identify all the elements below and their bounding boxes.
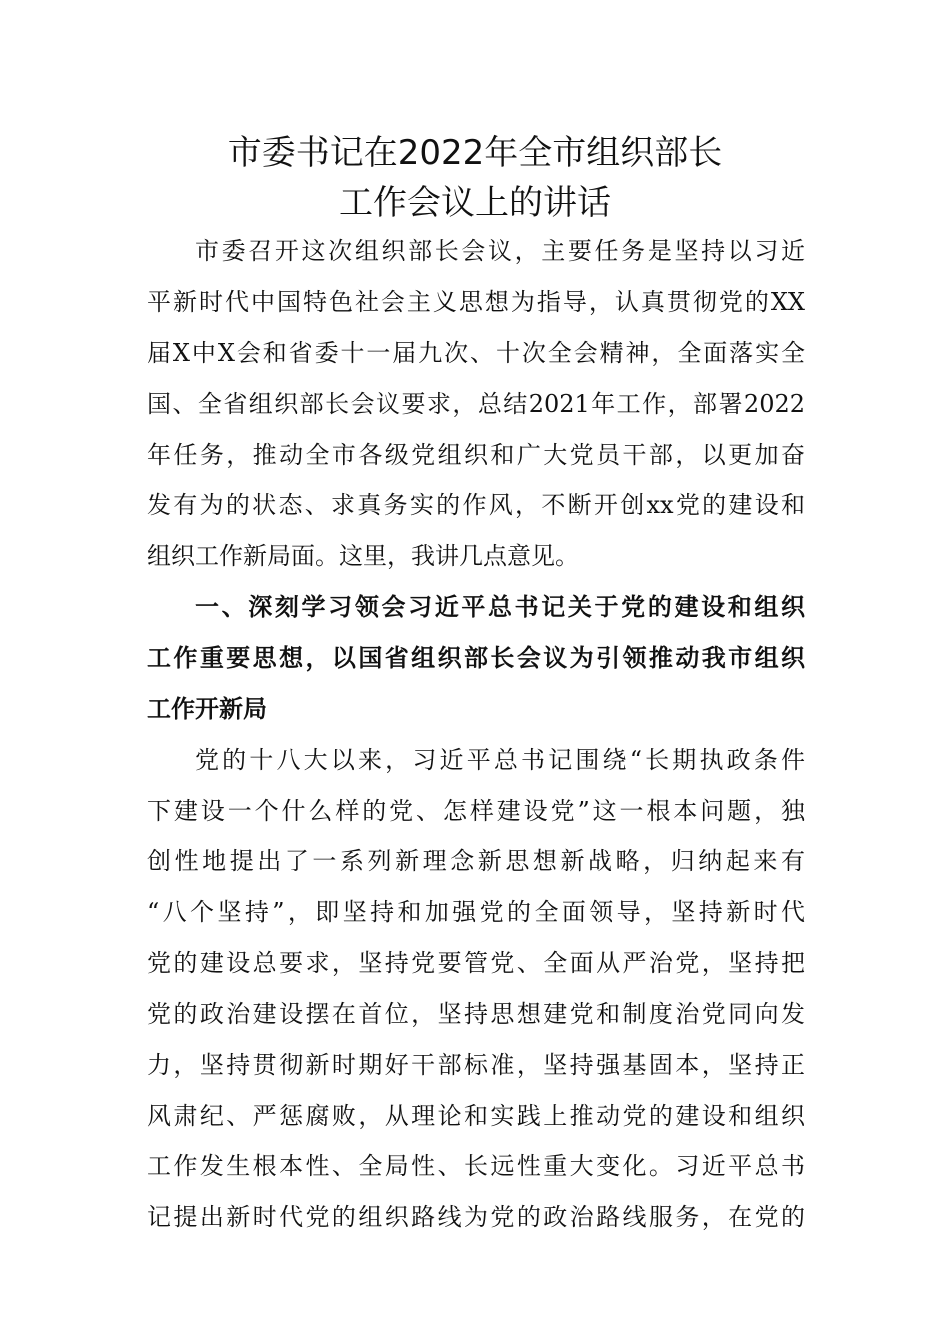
paragraph-1-line: 国、全省组织部长会议要求，总结2021年工作，部署2022 [147, 390, 805, 418]
document-title-line-1: 市委书记在2022年全市组织部长 [227, 133, 723, 173]
paragraph-2-line: 党的政治建设摆在首位，坚持思想建党和制度治党同向发 [147, 1000, 805, 1028]
paragraph-2-line: 力，坚持贯彻新时期好干部标准，坚持强基固本，坚持正 [147, 1051, 805, 1079]
paragraph-2-line: 党的十八大以来，习近平总书记围绕“长期执政条件 [195, 746, 805, 774]
paragraph-2-line: 记提出新时代党的组织路线为党的政治路线服务，在党的 [147, 1203, 805, 1231]
section-heading-line: 一、深刻学习领会习近平总书记关于党的建设和组织 [195, 593, 805, 621]
section-heading-line: 工作开新局 [147, 695, 267, 723]
paragraph-1-line: 平新时代中国特色社会主义思想为指导，认真贯彻党的XX [147, 288, 805, 316]
paragraph-2-line: 风肃纪、严惩腐败，从理论和实践上推动党的建设和组织 [147, 1102, 805, 1130]
paragraph-1-line: 组织工作新局面。这里，我讲几点意见。 [147, 542, 579, 570]
section-heading-line: 工作重要思想，以国省组织部长会议为引领推动我市组织 [147, 644, 805, 672]
paragraph-2-line: 创性地提出了一系列新理念新思想新战略，归纳起来有 [147, 847, 805, 875]
paragraph-2-line: “八个坚持”，即坚持和加强党的全面领导，坚持新时代 [147, 898, 805, 926]
paragraph-1-line: 发有为的状态、求真务实的作风，不断开创xx党的建设和 [147, 491, 805, 519]
paragraph-2-line: 工作发生根本性、全局性、长远性重大变化。习近平总书 [147, 1152, 805, 1180]
document-title-line-2: 工作会议上的讲话 [339, 183, 611, 223]
paragraph-1-line: 届X中X会和省委十一届九次、十次全会精神，全面落实全 [147, 339, 805, 367]
paragraph-2-line: 下建设一个什么样的党、怎样建设党”这一根本问题，独 [147, 797, 805, 825]
paragraph-1-line: 市委召开这次组织部长会议，主要任务是坚持以习近 [195, 237, 805, 265]
paragraph-2-line: 党的建设总要求，坚持党要管党、全面从严治党，坚持把 [147, 949, 805, 977]
paragraph-1-line: 年任务，推动全市各级党组织和广大党员干部，以更加奋 [147, 441, 805, 469]
